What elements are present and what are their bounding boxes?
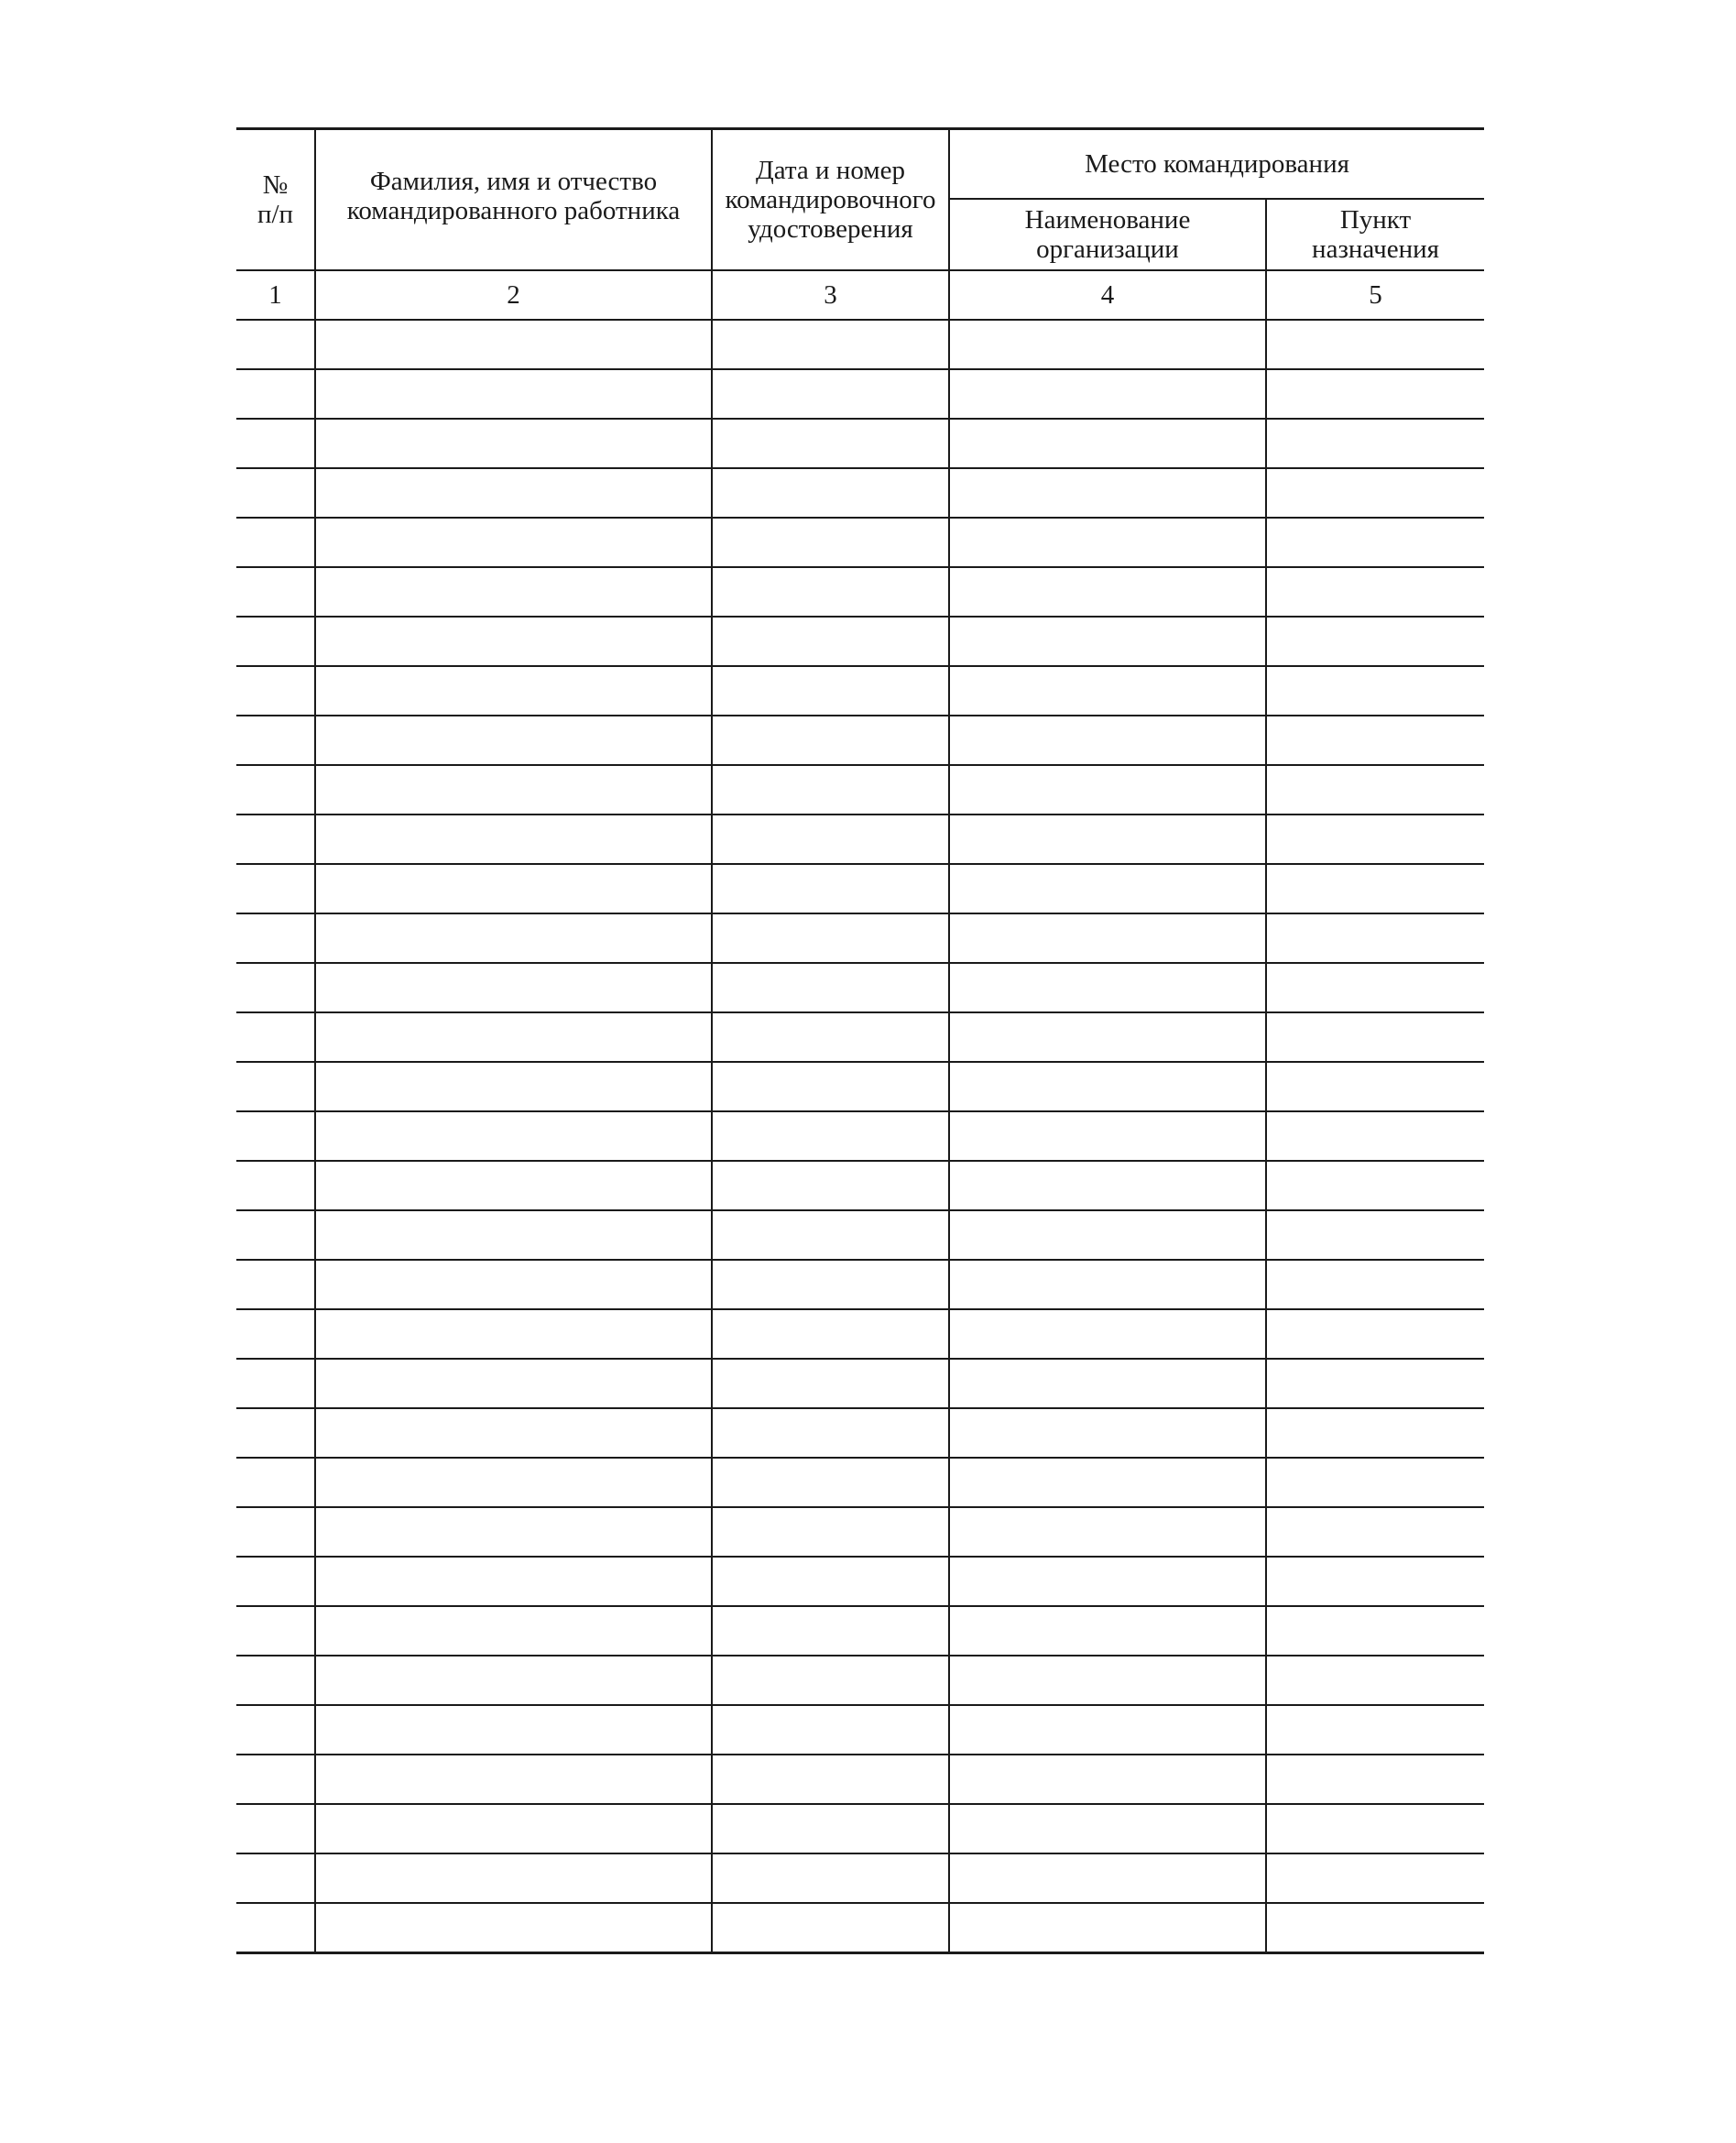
- table-cell[interactable]: [949, 567, 1266, 617]
- table-row: [236, 1359, 1484, 1408]
- table-cell[interactable]: [949, 1853, 1266, 1903]
- table-cell[interactable]: [1266, 1458, 1484, 1507]
- table-cell[interactable]: [949, 1705, 1266, 1755]
- table-row: [236, 765, 1484, 815]
- header-destination-point: Пункт назначения: [1266, 199, 1484, 270]
- table-cell[interactable]: [712, 1656, 949, 1705]
- table-row: [236, 1062, 1484, 1111]
- table-cell[interactable]: [712, 567, 949, 617]
- table-cell[interactable]: [315, 1853, 712, 1903]
- table-cell[interactable]: [949, 666, 1266, 716]
- table-cell[interactable]: [712, 1309, 949, 1359]
- table-cell[interactable]: [1266, 518, 1484, 567]
- table-row: [236, 716, 1484, 765]
- table-cell[interactable]: [1266, 567, 1484, 617]
- header-certificate: Дата и номер командировочного удостоверения: [712, 129, 949, 271]
- table-cell[interactable]: [236, 815, 315, 864]
- table-cell[interactable]: [236, 419, 315, 468]
- table-cell[interactable]: [1266, 1210, 1484, 1260]
- table-cell[interactable]: [236, 617, 315, 666]
- table-cell[interactable]: [712, 1606, 949, 1656]
- table-cell[interactable]: [1266, 1853, 1484, 1903]
- table-cell[interactable]: [949, 617, 1266, 666]
- table-row: [236, 567, 1484, 617]
- table-row: [236, 963, 1484, 1012]
- business-trip-register-table: [236, 127, 1484, 1954]
- table-row: [236, 1903, 1484, 1953]
- table-cell[interactable]: [949, 1062, 1266, 1111]
- table-cell[interactable]: [315, 1359, 712, 1408]
- table-row: [236, 1260, 1484, 1309]
- table-cell[interactable]: [949, 913, 1266, 963]
- table-cell[interactable]: [712, 617, 949, 666]
- table-cell[interactable]: [236, 1705, 315, 1755]
- table-cell[interactable]: [1266, 1062, 1484, 1111]
- table-cell[interactable]: [949, 1606, 1266, 1656]
- table-cell[interactable]: [236, 1853, 315, 1903]
- table-cell[interactable]: [1266, 1408, 1484, 1458]
- table-cell[interactable]: [949, 419, 1266, 468]
- table-cell[interactable]: [949, 1903, 1266, 1953]
- table-cell[interactable]: [712, 666, 949, 716]
- table-cell[interactable]: [712, 1111, 949, 1161]
- table-cell[interactable]: [712, 1408, 949, 1458]
- table-cell[interactable]: [236, 1507, 315, 1557]
- table-cell[interactable]: [315, 1161, 712, 1210]
- table-row: [236, 1458, 1484, 1507]
- table-cell[interactable]: [949, 765, 1266, 815]
- table-cell[interactable]: [315, 1903, 712, 1953]
- table-cell[interactable]: [1266, 1507, 1484, 1557]
- column-number-1: 1: [236, 270, 315, 320]
- table-cell[interactable]: [712, 1903, 949, 1953]
- table-cell[interactable]: [949, 1458, 1266, 1507]
- table-cell[interactable]: [1266, 1309, 1484, 1359]
- table-cell[interactable]: [1266, 1903, 1484, 1953]
- table-cell[interactable]: [236, 1557, 315, 1606]
- table-cell[interactable]: [315, 666, 712, 716]
- table-cell[interactable]: [1266, 320, 1484, 369]
- table-cell[interactable]: [236, 1755, 315, 1804]
- table-row: [236, 617, 1484, 666]
- table-cell[interactable]: [712, 1012, 949, 1062]
- table-row: [236, 1804, 1484, 1853]
- table-cell[interactable]: [315, 1705, 712, 1755]
- table-cell[interactable]: [315, 1606, 712, 1656]
- table-cell[interactable]: [712, 1755, 949, 1804]
- table-cell[interactable]: [712, 1507, 949, 1557]
- table-cell[interactable]: [712, 1161, 949, 1210]
- table-cell[interactable]: [949, 1012, 1266, 1062]
- table-cell[interactable]: [712, 468, 949, 518]
- table-row: [236, 1161, 1484, 1210]
- table-cell[interactable]: [1266, 666, 1484, 716]
- table-cell[interactable]: [1266, 1161, 1484, 1210]
- table-cell[interactable]: [1266, 1012, 1484, 1062]
- column-number-4: 4: [949, 270, 1266, 320]
- table-cell[interactable]: [1266, 1804, 1484, 1853]
- table-cell[interactable]: [949, 815, 1266, 864]
- table-cell[interactable]: [712, 1260, 949, 1309]
- table-cell[interactable]: [949, 518, 1266, 567]
- table-cell[interactable]: [949, 864, 1266, 913]
- table-row: [236, 1606, 1484, 1656]
- table-cell[interactable]: [315, 369, 712, 419]
- table-cell[interactable]: [315, 765, 712, 815]
- table-cell[interactable]: [1266, 963, 1484, 1012]
- table-cell[interactable]: [315, 716, 712, 765]
- table-cell[interactable]: [949, 1359, 1266, 1408]
- table-cell[interactable]: [315, 1408, 712, 1458]
- table-cell[interactable]: [949, 468, 1266, 518]
- table-cell[interactable]: [236, 1309, 315, 1359]
- table-row: [236, 320, 1484, 369]
- table-cell[interactable]: [949, 963, 1266, 1012]
- table-cell[interactable]: [949, 1210, 1266, 1260]
- table-cell[interactable]: [712, 1062, 949, 1111]
- table-cell[interactable]: [949, 716, 1266, 765]
- table-cell[interactable]: [949, 1557, 1266, 1606]
- table-row: [236, 1408, 1484, 1458]
- table-cell[interactable]: [236, 1458, 315, 1507]
- table-cell[interactable]: [712, 1458, 949, 1507]
- table-cell[interactable]: [712, 963, 949, 1012]
- header-full-name: Фамилия, имя и отчество командированного работника: [315, 129, 712, 271]
- table-row: [236, 1507, 1484, 1557]
- table-cell[interactable]: [236, 1359, 315, 1408]
- table-row: [236, 419, 1484, 468]
- table-cell[interactable]: [1266, 1260, 1484, 1309]
- table-cell[interactable]: [712, 1804, 949, 1853]
- table-cell[interactable]: [949, 1309, 1266, 1359]
- table-cell[interactable]: [236, 1012, 315, 1062]
- table-row: [236, 1210, 1484, 1260]
- table-cell[interactable]: [712, 913, 949, 963]
- table-cell[interactable]: [236, 666, 315, 716]
- table-cell[interactable]: [712, 1210, 949, 1260]
- table-cell[interactable]: [1266, 369, 1484, 419]
- table-cell[interactable]: [1266, 1606, 1484, 1656]
- table-cell[interactable]: [1266, 815, 1484, 864]
- table-cell[interactable]: [236, 1903, 315, 1953]
- table-cell[interactable]: [1266, 716, 1484, 765]
- table-cell[interactable]: [1266, 864, 1484, 913]
- table-row: [236, 1557, 1484, 1606]
- table-cell[interactable]: [712, 765, 949, 815]
- table-cell[interactable]: [949, 1260, 1266, 1309]
- table-cell[interactable]: [315, 419, 712, 468]
- table-cell[interactable]: [236, 963, 315, 1012]
- table-cell[interactable]: [1266, 1705, 1484, 1755]
- table-cell[interactable]: [1266, 419, 1484, 468]
- table-cell[interactable]: [712, 518, 949, 567]
- table-cell[interactable]: [315, 320, 712, 369]
- table-cell[interactable]: [315, 518, 712, 567]
- table-row: [236, 468, 1484, 518]
- table-cell[interactable]: [949, 1804, 1266, 1853]
- table-row: [236, 1012, 1484, 1062]
- table-cell[interactable]: [949, 1111, 1266, 1161]
- table-cell[interactable]: [712, 320, 949, 369]
- table-cell[interactable]: [949, 1656, 1266, 1705]
- table-cell[interactable]: [315, 1656, 712, 1705]
- table-cell[interactable]: [315, 963, 712, 1012]
- table-cell[interactable]: [315, 1012, 712, 1062]
- table-cell[interactable]: [236, 567, 315, 617]
- header-number: № п/п: [236, 129, 315, 271]
- table-row: [236, 1111, 1484, 1161]
- header-destination-group: Место командирования: [949, 129, 1484, 200]
- table-cell[interactable]: [236, 369, 315, 419]
- table-row: [236, 518, 1484, 567]
- table-cell[interactable]: [949, 1507, 1266, 1557]
- table-cell[interactable]: [236, 864, 315, 913]
- table-cell[interactable]: [236, 1210, 315, 1260]
- table-cell[interactable]: [1266, 617, 1484, 666]
- table-cell[interactable]: [315, 815, 712, 864]
- table-cell[interactable]: [236, 320, 315, 369]
- table-cell[interactable]: [949, 369, 1266, 419]
- table-cell[interactable]: [1266, 468, 1484, 518]
- table-cell[interactable]: [236, 1111, 315, 1161]
- table-row: [236, 913, 1484, 963]
- table-cell[interactable]: [315, 1111, 712, 1161]
- table-cell[interactable]: [949, 320, 1266, 369]
- table-row: [236, 1309, 1484, 1359]
- table-cell[interactable]: [315, 1458, 712, 1507]
- table-cell[interactable]: [1266, 1111, 1484, 1161]
- table-cell[interactable]: [315, 913, 712, 963]
- table-cell[interactable]: [712, 1705, 949, 1755]
- table-row: [236, 864, 1484, 913]
- table-cell[interactable]: [315, 1804, 712, 1853]
- table-cell[interactable]: [315, 1755, 712, 1804]
- table-row: [236, 1755, 1484, 1804]
- table-cell[interactable]: [712, 864, 949, 913]
- table-cell[interactable]: [236, 1804, 315, 1853]
- table-row: [236, 666, 1484, 716]
- table-cell[interactable]: [949, 1161, 1266, 1210]
- table-cell[interactable]: [236, 1161, 315, 1210]
- table-cell[interactable]: [236, 518, 315, 567]
- column-number-2: 2: [315, 270, 712, 320]
- table-cell[interactable]: [236, 468, 315, 518]
- table-cell[interactable]: [712, 369, 949, 419]
- table-cell[interactable]: [315, 864, 712, 913]
- table-cell[interactable]: [315, 567, 712, 617]
- table-cell[interactable]: [1266, 1557, 1484, 1606]
- table-row: [236, 369, 1484, 419]
- table-cell[interactable]: [315, 1309, 712, 1359]
- table-cell[interactable]: [949, 1755, 1266, 1804]
- table-cell[interactable]: [315, 1557, 712, 1606]
- table-cell[interactable]: [236, 1656, 315, 1705]
- table-cell[interactable]: [712, 716, 949, 765]
- table-cell[interactable]: [315, 1507, 712, 1557]
- table-row: [236, 1705, 1484, 1755]
- table-cell[interactable]: [236, 716, 315, 765]
- table-cell[interactable]: [315, 1210, 712, 1260]
- table-cell[interactable]: [236, 1408, 315, 1458]
- table-cell[interactable]: [1266, 1359, 1484, 1408]
- table-cell[interactable]: [1266, 1656, 1484, 1705]
- header-organization: Наименование организации: [949, 199, 1266, 270]
- table-cell[interactable]: [315, 1260, 712, 1309]
- table-row: [236, 815, 1484, 864]
- table-cell[interactable]: [1266, 1755, 1484, 1804]
- form-sheet: [236, 127, 1484, 1954]
- table-cell[interactable]: [236, 913, 315, 963]
- table-cell[interactable]: [949, 1408, 1266, 1458]
- table-cell[interactable]: [236, 1062, 315, 1111]
- column-number-5: 5: [1266, 270, 1484, 320]
- table-cell[interactable]: [236, 765, 315, 815]
- table-cell[interactable]: [712, 1359, 949, 1408]
- table-body: [236, 320, 1484, 1953]
- column-number-3: 3: [712, 270, 949, 320]
- table-cell[interactable]: [1266, 765, 1484, 815]
- table-cell[interactable]: [236, 1606, 315, 1656]
- table-cell[interactable]: [315, 468, 712, 518]
- table-cell[interactable]: [236, 1260, 315, 1309]
- table-cell[interactable]: [315, 1062, 712, 1111]
- table-row: [236, 1656, 1484, 1705]
- table-cell[interactable]: [1266, 913, 1484, 963]
- table-cell[interactable]: [712, 1557, 949, 1606]
- table-row: [236, 1853, 1484, 1903]
- table-cell[interactable]: [712, 419, 949, 468]
- table-cell[interactable]: [315, 617, 712, 666]
- table-cell[interactable]: [712, 1853, 949, 1903]
- table-cell[interactable]: [712, 815, 949, 864]
